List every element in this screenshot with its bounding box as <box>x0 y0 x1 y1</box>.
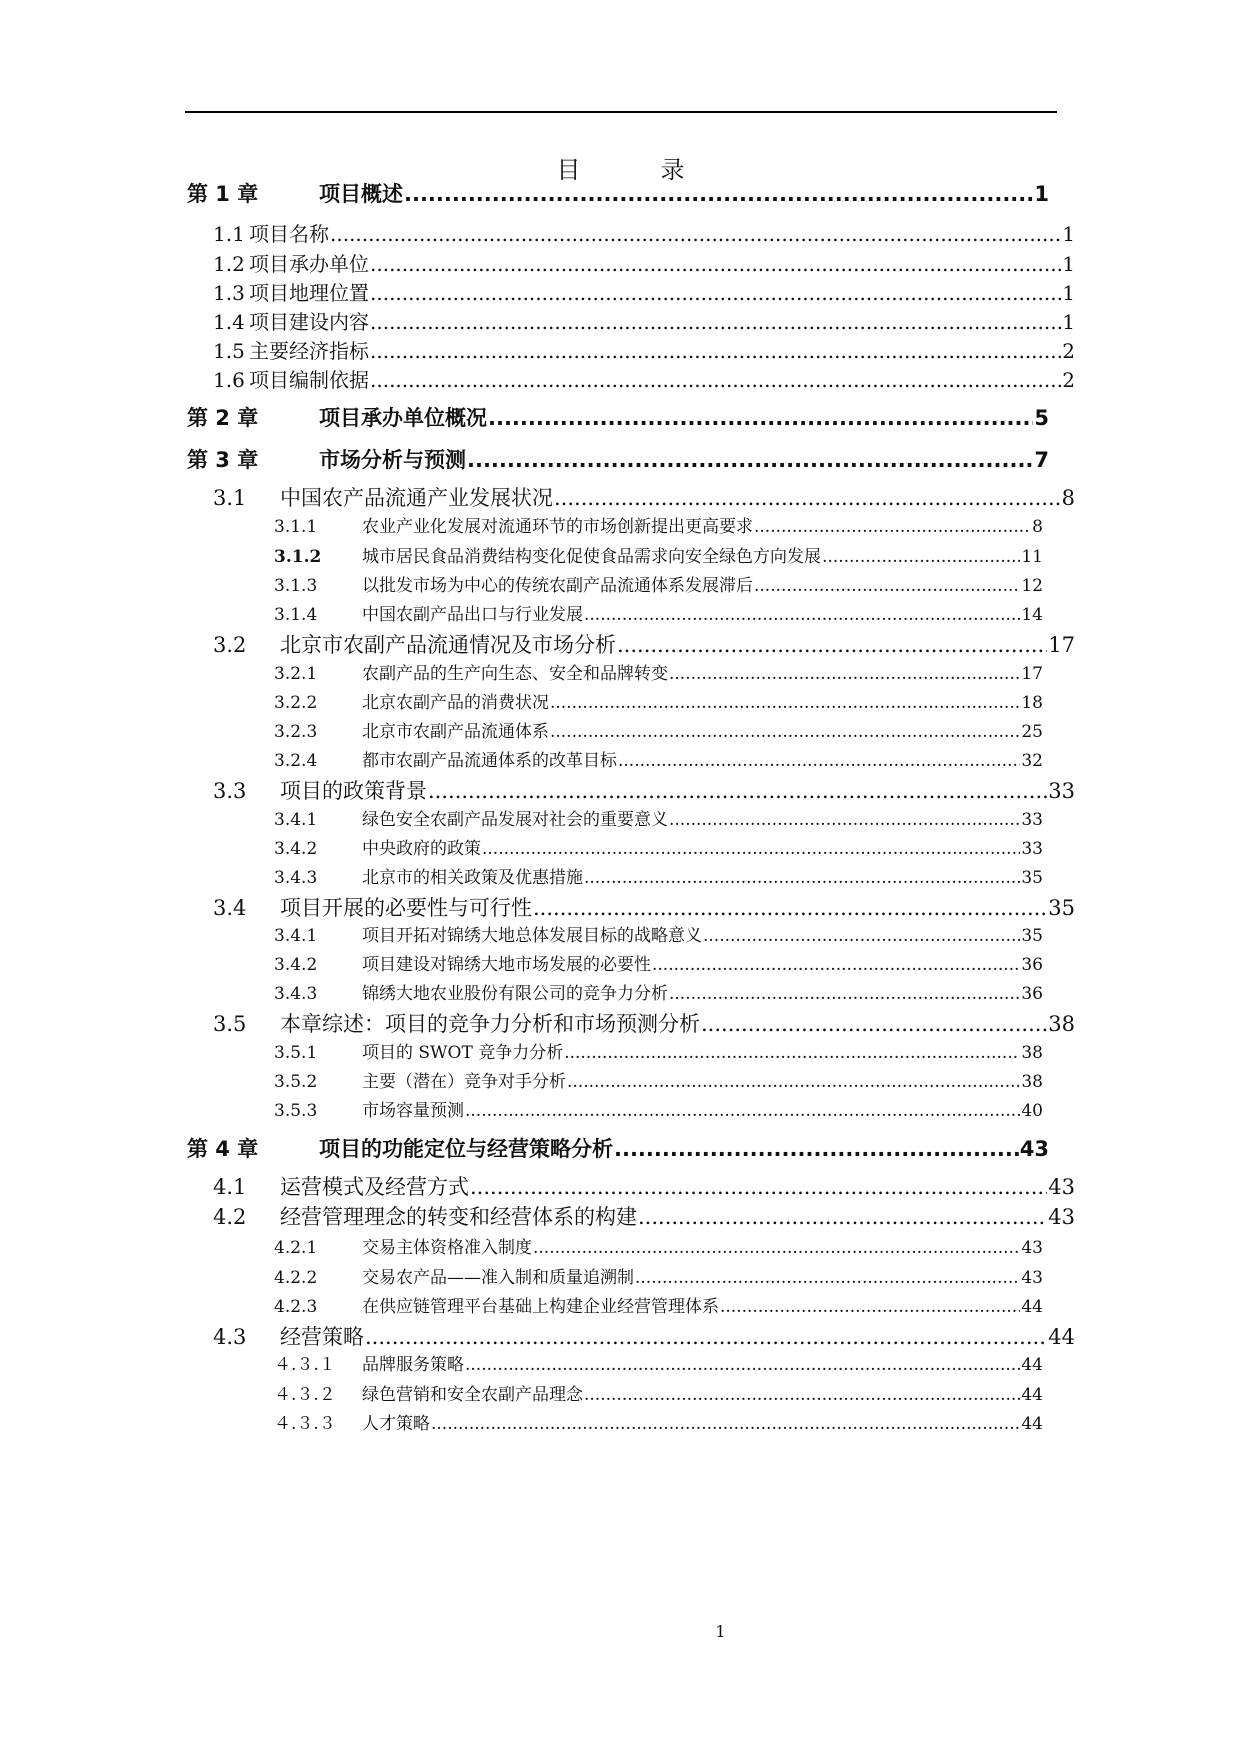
toc-entry-number: 3.4.3 <box>274 868 318 888</box>
toc-entry-number: 3.2 <box>213 633 247 657</box>
toc-entry-label: 项目开拓对锦绣大地总体发展目标的战略意义 <box>362 926 702 946</box>
toc-entry-label: 城市居民食品消费结构变化促使食品需求向安全绿色方向发展 <box>362 547 821 567</box>
toc-entry[interactable] <box>274 571 1043 596</box>
toc-entry-page: 17 <box>1021 664 1043 684</box>
toc-entry-label: 北京市农副产品流通情况及市场分析 <box>280 633 616 657</box>
toc-entry[interactable] <box>274 1233 1043 1258</box>
toc-dot-leader <box>652 955 1020 975</box>
toc-entry-page: 25 <box>1021 722 1043 742</box>
toc-entry-number: 3.5 <box>213 1012 247 1036</box>
toc-dot-leader <box>370 281 1061 305</box>
toc-entry-label: 经营管理理念的转变和经营体系的构建 <box>280 1205 637 1229</box>
toc-entry-number: 3.4.3 <box>274 984 318 1004</box>
toc-entry-label: 绿色营销和安全农副产品理念 <box>362 1385 583 1405</box>
toc-entry[interactable] <box>274 1292 1043 1317</box>
toc-entry-number: 3.2.4 <box>274 751 318 771</box>
toc-dot-leader <box>470 1175 1047 1199</box>
toc-entry-label: 品牌服务策略 <box>362 1355 464 1375</box>
toc-entry-label: 农业产业化发展对流通环节的市场创新提出更高要求 <box>362 517 753 537</box>
toc-entry-number: 3.5.3 <box>274 1101 318 1121</box>
toc-entry-number: 3.1.4 <box>274 605 318 625</box>
toc-entry-page: 11 <box>1021 547 1043 567</box>
toc-entry-page: 36 <box>1021 955 1043 975</box>
toc-entry-page: 8 <box>1061 486 1075 510</box>
toc-entry-label: 主要经济指标 <box>249 339 369 363</box>
toc-entry-page: 38 <box>1021 1043 1043 1063</box>
toc-entry[interactable] <box>274 1263 1043 1288</box>
toc-entry[interactable] <box>274 1067 1043 1092</box>
toc-entry-page: 33 <box>1048 779 1075 803</box>
toc-entry-page: 44 <box>1021 1385 1043 1405</box>
toc-entry-number: 3.4 <box>213 896 247 920</box>
toc-entry-number: 4.3 <box>213 1325 247 1349</box>
toc-entry[interactable] <box>213 277 1075 306</box>
toc-entry-label: 北京市的相关政策及优惠措施 <box>362 868 583 888</box>
toc-dot-leader <box>404 182 1033 206</box>
toc-entry-number: 3.3 <box>213 779 247 803</box>
toc-entry[interactable] <box>213 1171 1075 1201</box>
toc-dot-leader <box>465 1101 1020 1121</box>
toc-dot-leader <box>370 310 1061 334</box>
toc-entry-label: 项目的政策背景 <box>280 779 427 803</box>
toc-dot-leader <box>669 810 1020 830</box>
toc-dot-leader <box>467 448 1033 472</box>
toc-entry-page: 35 <box>1021 868 1043 888</box>
toc-dot-leader <box>669 984 1020 1004</box>
toc-entry-number: 1.4 <box>213 310 245 334</box>
toc-entry-number: 1.5 <box>213 339 245 363</box>
header-rule <box>185 111 1057 113</box>
toc-entry-number: 3.2.2 <box>274 693 318 713</box>
toc-entry[interactable] <box>187 178 1049 208</box>
toc-entry-page: 1 <box>1062 252 1075 276</box>
toc-entry[interactable] <box>213 629 1075 659</box>
toc-entry-label: 项目的 SWOT 竞争力分析 <box>362 1043 564 1063</box>
toc-dot-leader <box>614 1137 1019 1161</box>
toc-entry-page: 1 <box>1062 310 1075 334</box>
toc-entry-page: 44 <box>1021 1355 1043 1375</box>
toc-entry[interactable] <box>213 1321 1075 1351</box>
toc-entry-label: 项目承办单位 <box>249 252 369 276</box>
toc-dot-leader <box>428 779 1047 803</box>
toc-entry-number: 第 1 章 <box>187 182 259 206</box>
toc-dot-leader <box>550 693 1020 713</box>
toc-entry-number: 3.2.3 <box>274 722 318 742</box>
toc-entry[interactable] <box>274 1350 1043 1375</box>
toc-entry[interactable] <box>213 306 1075 335</box>
toc-dot-leader <box>488 406 1033 430</box>
toc-entry[interactable] <box>274 1096 1043 1121</box>
toc-entry-page: 1 <box>1062 281 1075 305</box>
toc-entry-page: 44 <box>1021 1414 1043 1434</box>
toc-dot-leader <box>365 1325 1047 1349</box>
toc-entry-page: 43 <box>1021 1268 1043 1288</box>
toc-entry-number: 4.1 <box>213 1175 247 1199</box>
toc-dot-leader <box>618 751 1020 771</box>
toc-dot-leader <box>584 1385 1020 1405</box>
toc-entry-label: 项目地理位置 <box>249 281 369 305</box>
toc-entry[interactable] <box>213 482 1075 512</box>
toc-entry-page: 7 <box>1034 448 1049 472</box>
toc-entry-label: 项目的功能定位与经营策略分析 <box>319 1137 613 1161</box>
toc-title: 目 录 <box>556 156 713 184</box>
toc-entry-number: 3.1.3 <box>274 576 318 596</box>
toc-dot-leader <box>669 664 1020 684</box>
toc-entry[interactable] <box>274 659 1043 684</box>
toc-entry-number: ４.３.１ <box>274 1355 336 1375</box>
toc-entry-number: 1.3 <box>213 281 245 305</box>
toc-dot-leader <box>703 926 1020 946</box>
toc-entry-label: 主要（潜在）竞争对手分析 <box>362 1072 566 1092</box>
toc-dot-leader <box>754 517 1031 537</box>
toc-entry-label: 锦绣大地农业股份有限公司的竞争力分析 <box>362 984 668 1004</box>
toc-entry-page: 43 <box>1021 1238 1043 1258</box>
toc-entry-page: 43 <box>1019 1137 1049 1161</box>
toc-entry[interactable] <box>274 979 1043 1004</box>
toc-entry-page: 14 <box>1021 605 1043 625</box>
toc-entry-label: 北京市农副产品流通体系 <box>362 722 549 742</box>
toc-entry-number: 3.4.1 <box>274 926 318 946</box>
toc-entry-number: 3.5.1 <box>274 1043 318 1063</box>
toc-entry-label: 项目概述 <box>319 182 403 206</box>
toc-entry-number: 3.2.1 <box>274 664 318 684</box>
toc-dot-leader <box>564 1043 1020 1063</box>
toc-entry[interactable] <box>274 1409 1043 1434</box>
toc-entry-page: 33 <box>1021 839 1043 859</box>
toc-entry-page: 1 <box>1062 222 1075 246</box>
toc-entry[interactable] <box>274 1038 1043 1063</box>
toc-entry-label: 项目编制依据 <box>249 368 369 392</box>
toc-entry[interactable] <box>213 248 1075 277</box>
toc-entry[interactable] <box>274 921 1043 946</box>
toc-entry-page: 32 <box>1021 751 1043 771</box>
toc-entry-number: 第 4 章 <box>187 1137 259 1161</box>
toc-entry-number: 3.4.2 <box>274 955 318 975</box>
toc-entry-page: 2 <box>1062 339 1075 363</box>
toc-entry-label: 中国农产品流通产业发展状况 <box>280 486 553 510</box>
toc-entry[interactable] <box>274 512 1043 537</box>
toc-dot-leader <box>533 896 1047 920</box>
toc-dot-leader <box>550 722 1020 742</box>
toc-dot-leader <box>635 1268 1020 1288</box>
toc-entry-number: 3.1.2 <box>274 547 322 567</box>
toc-entry-number: 第 2 章 <box>187 406 259 430</box>
toc-entry-page: 33 <box>1021 810 1043 830</box>
toc-entry[interactable] <box>274 805 1043 830</box>
toc-entry-number: ４.３.３ <box>274 1414 336 1434</box>
toc-dot-leader <box>533 1238 1020 1258</box>
toc-dot-leader <box>465 1355 1020 1375</box>
toc-entry-page: 5 <box>1034 406 1049 430</box>
toc-dot-leader <box>431 1414 1020 1434</box>
toc-entry-label: 项目建设内容 <box>249 310 369 334</box>
toc-dot-leader <box>370 368 1061 392</box>
toc-entry-label: 绿色安全农副产品发展对社会的重要意义 <box>362 810 668 830</box>
toc-entry-label: 中国农副产品出口与行业发展 <box>362 605 583 625</box>
toc-entry-label: 项目承办单位概况 <box>319 406 487 430</box>
toc-dot-leader <box>370 339 1061 363</box>
toc-entry-page: 2 <box>1062 368 1075 392</box>
toc-entry-label: 人才策略 <box>362 1414 430 1434</box>
toc-entry[interactable] <box>213 1008 1075 1038</box>
toc-entry-page: 35 <box>1021 926 1043 946</box>
toc-entry[interactable] <box>187 1133 1049 1163</box>
toc-entry-page: 17 <box>1048 633 1075 657</box>
toc-entry[interactable] <box>274 542 1043 567</box>
toc-entry-number: 1.6 <box>213 368 245 392</box>
toc-entry-label: 项目建设对锦绣大地市场发展的必要性 <box>362 955 651 975</box>
toc-entry[interactable] <box>213 218 1075 247</box>
toc-entry-label: 在供应链管理平台基础上构建企业经营管理体系 <box>362 1297 719 1317</box>
toc-entry-label: 中央政府的政策 <box>362 839 481 859</box>
toc-entry[interactable] <box>274 1380 1043 1405</box>
toc-entry[interactable] <box>274 746 1043 771</box>
toc-entry-page: 12 <box>1021 576 1043 596</box>
toc-entry-page: 43 <box>1048 1205 1075 1229</box>
toc-entry-page: 8 <box>1032 517 1043 537</box>
toc-entry-number: 4.2.2 <box>274 1268 318 1288</box>
toc-entry[interactable] <box>213 335 1075 364</box>
toc-entry-label: 北京农副产品的消费状况 <box>362 693 549 713</box>
toc-entry-number: 3.4.1 <box>274 810 318 830</box>
page-number: 1 <box>715 1622 726 1641</box>
toc-entry-label: 交易主体资格准入制度 <box>362 1238 532 1258</box>
toc-entry[interactable] <box>213 364 1075 393</box>
toc-entry[interactable] <box>187 402 1049 432</box>
toc-entry-number: 第 3 章 <box>187 448 259 472</box>
toc-entry-number: 4.2.1 <box>274 1238 318 1258</box>
toc-entry-number: ４.３.２ <box>274 1385 336 1405</box>
toc-entry-number: 3.5.2 <box>274 1072 318 1092</box>
toc-entry-label: 经营策略 <box>280 1325 364 1349</box>
toc-entry-number: 1.2 <box>213 252 245 276</box>
toc-dot-leader <box>617 633 1047 657</box>
toc-dot-leader <box>370 252 1061 276</box>
toc-entry-number: 4.2 <box>213 1205 247 1229</box>
toc-entry[interactable] <box>213 1201 1075 1231</box>
toc-entry[interactable] <box>274 717 1043 742</box>
toc-entry[interactable] <box>274 688 1043 713</box>
toc-entry-page: 44 <box>1021 1297 1043 1317</box>
toc-entry-page: 44 <box>1048 1325 1075 1349</box>
toc-dot-leader <box>482 839 1020 859</box>
toc-entry-label: 本章综述：项目的竞争力分析和市场预测分析 <box>280 1012 700 1036</box>
toc-dot-leader <box>554 486 1061 510</box>
toc-dot-leader <box>720 1297 1020 1317</box>
toc-entry-label: 都市农副产品流通体系的改革目标 <box>362 751 617 771</box>
toc-entry-page: 43 <box>1048 1175 1075 1199</box>
toc-dot-leader <box>330 222 1061 246</box>
toc-entry-number: 3.1 <box>213 486 247 510</box>
toc-entry[interactable] <box>274 834 1043 859</box>
toc-entry-label: 市场容量预测 <box>362 1101 464 1121</box>
toc-entry-page: 38 <box>1048 1012 1075 1036</box>
toc-dot-leader <box>584 868 1020 888</box>
toc-dot-leader <box>754 576 1020 596</box>
toc-entry[interactable] <box>213 775 1075 805</box>
toc-entry-page: 1 <box>1034 182 1049 206</box>
toc-entry[interactable] <box>274 600 1043 625</box>
toc-entry-page: 38 <box>1021 1072 1043 1092</box>
toc-entry-number: 4.2.3 <box>274 1297 318 1317</box>
toc-entry-number: 1.1 <box>213 222 245 246</box>
toc-dot-leader <box>638 1205 1047 1229</box>
toc-entry[interactable] <box>274 863 1043 888</box>
toc-entry-label: 以批发市场为中心的传统农副产品流通体系发展滞后 <box>362 576 753 596</box>
toc-dot-leader <box>567 1072 1020 1092</box>
toc-entry[interactable] <box>274 950 1043 975</box>
toc-entry-number: 3.1.1 <box>274 517 318 537</box>
toc-dot-leader <box>701 1012 1047 1036</box>
toc-entry-label: 交易农产品——准入制和质量追溯制 <box>362 1268 634 1288</box>
toc-entry-page: 40 <box>1021 1101 1043 1121</box>
toc-entry-number: 3.4.2 <box>274 839 318 859</box>
toc-entry-label: 农副产品的生产向生态、安全和品牌转变 <box>362 664 668 684</box>
toc-entry-page: 18 <box>1021 693 1043 713</box>
toc-entry[interactable] <box>213 892 1075 922</box>
toc-entry-label: 项目名称 <box>249 222 329 246</box>
toc-dot-leader <box>822 547 1020 567</box>
toc-entry-label: 项目开展的必要性与可行性 <box>280 896 532 920</box>
toc-entry-page: 36 <box>1021 984 1043 1004</box>
toc-entry[interactable] <box>187 444 1049 474</box>
toc-entry-page: 35 <box>1048 896 1075 920</box>
toc-entry-label: 市场分析与预测 <box>319 448 466 472</box>
toc-entry-label: 运营模式及经营方式 <box>280 1175 469 1199</box>
toc-dot-leader <box>584 605 1020 625</box>
